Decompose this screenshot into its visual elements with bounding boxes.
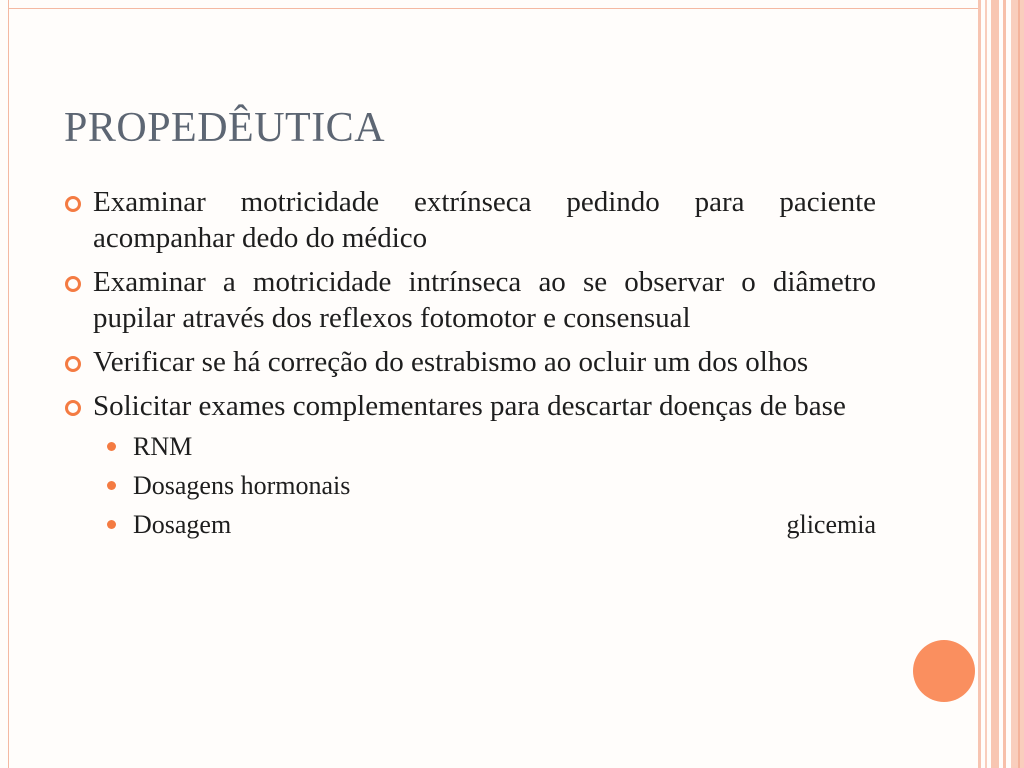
bullet-text: Verificar se há correção do estrabismo ao ocluir um dos olhos	[93, 346, 809, 378]
bullet-ring-icon	[65, 196, 81, 212]
bullet-dot-icon	[107, 481, 116, 490]
bullet-item	[64, 388, 876, 424]
decorative-stripe	[1003, 0, 1006, 768]
bullet-dot-icon	[107, 442, 116, 451]
bullet-dot-icon	[107, 520, 116, 529]
slide-title: PROPEDÊUTICA	[64, 105, 386, 151]
sub-bullet-text: Dosagens hormonais	[133, 471, 351, 500]
bullet-text: Solicitar exames complementares para descartar doenças de base	[93, 390, 846, 422]
bullet-ring-icon	[65, 356, 81, 372]
bullet-text: Examinar a motricidade intrínseca ao se observar o diâmetro pupilar através dos reflexos fotomotor e consensual	[93, 266, 876, 334]
sub-bullet-text-right: glicemia	[786, 510, 876, 539]
sub-bullet-text: RNM	[133, 432, 193, 461]
bullet-ring-icon	[65, 400, 81, 416]
sub-bullet-item	[64, 510, 876, 540]
decorative-stripe	[991, 0, 999, 768]
decorative-stripe	[985, 0, 987, 768]
frame-line-left	[8, 0, 9, 768]
slide-content	[64, 184, 876, 549]
sub-bullet-item	[64, 471, 876, 501]
decorative-stripe	[978, 0, 981, 768]
bullet-text: Examinar motricidade extrínseca pedindo para paciente acompanhar dedo do médico	[93, 186, 876, 254]
bullet-ring-icon	[65, 276, 81, 292]
decorative-circle	[913, 640, 975, 702]
bullet-item	[64, 344, 876, 380]
frame-line-top	[8, 8, 978, 9]
sub-bullet-text-left: Dosagem	[133, 510, 232, 539]
sub-bullet-item	[64, 432, 876, 462]
bullet-item	[64, 184, 876, 256]
sub-bullet-text	[133, 510, 876, 540]
bullet-item	[64, 264, 876, 336]
decorative-stripe	[1018, 0, 1020, 768]
